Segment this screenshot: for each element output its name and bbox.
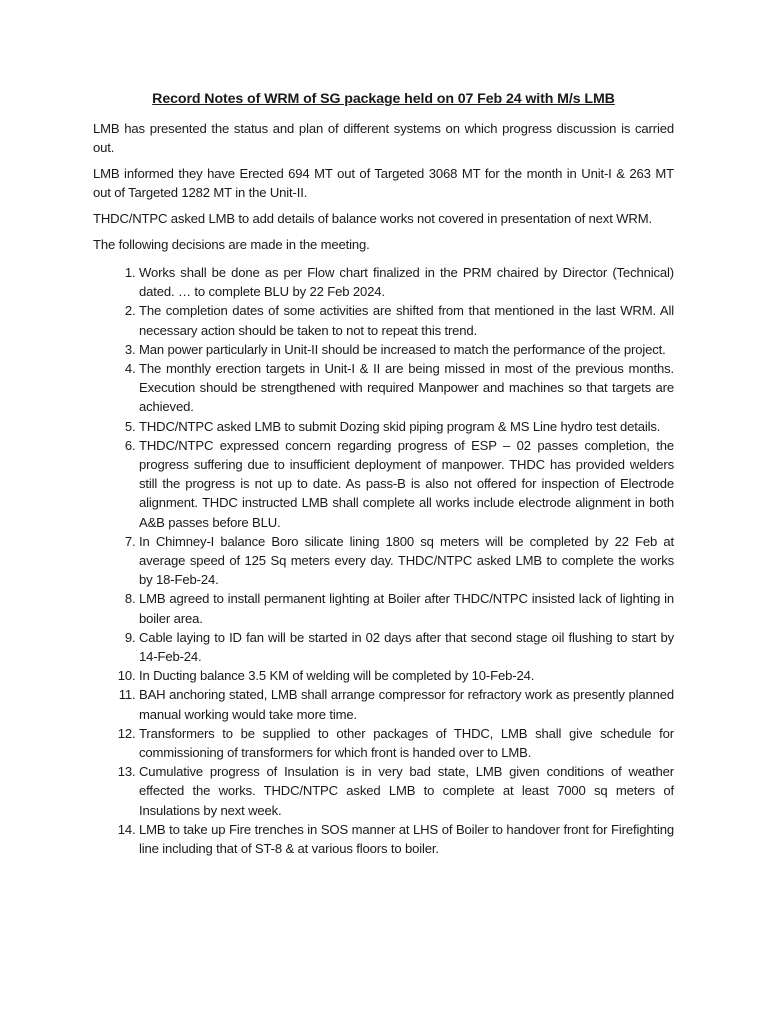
decision-item: 11. BAH anchoring stated, LMB shall arrange compressor for refractory work as presently planned manual working would take more time.: [139, 685, 674, 723]
decision-item: 2. The completion dates of some activities are shifted from that mentioned in the last WRM. All necessary action should be taken to not to repeat this trend.: [139, 301, 674, 339]
decision-item: 8. LMB agreed to install permanent lighting at Boiler after THDC/NTPC insisted lack of lighting in boiler area.: [139, 589, 674, 627]
decision-item: 7. In Chimney-I balance Boro silicate lining 1800 sq meters will be completed by 22 Feb at average speed of 125 Sq meters every day. THDC/NTPC asked LMB to complete the works by 18-Feb-24.: [139, 532, 674, 590]
erection-status-paragraph: LMB informed they have Erected 694 MT out of Targeted 3068 MT for the month in Unit-I & 263 MT out of Targeted 1282 MT in the Unit-II.: [93, 166, 674, 200]
decision-item: 5. THDC/NTPC asked LMB to submit Dozing skid piping program & MS Line hydro test details.: [139, 417, 674, 436]
document-page: [93, 88, 674, 858]
balance-works-paragraph: THDC/NTPC asked LMB to add details of balance works not covered in presentation of next WRM.: [93, 211, 652, 226]
decisions-list: [93, 263, 674, 858]
decision-item: 1. Works shall be done as per Flow chart finalized in the PRM chaired by Director (Technical) dated. … to complete BLU by 22 Feb 2024.: [139, 263, 674, 301]
document-title: Record Notes of WRM of SG package held on 07 Feb 24 with M/s LMB: [152, 91, 615, 107]
decision-item: 13. Cumulative progress of Insulation is in very bad state, LMB given conditions of weather effected the works. THDC/NTPC asked LMB to complete at least 7000 sq meters of Insulations by next week.: [139, 762, 674, 820]
decision-item: 9. Cable laying to ID fan will be started in 02 days after that second stage oil flushing to start by 14-Feb-24.: [139, 628, 674, 666]
decision-item: 12. Transformers to be supplied to other packages of THDC, LMB shall give schedule for commissioning of transformers for which front is handed over to LMB.: [139, 724, 674, 762]
decision-item: 6. THDC/NTPC expressed concern regarding progress of ESP – 02 passes completion, the progress suffering due to insufficient deployment of manpower. THDC has provided welders still the progress is not up to date. As pass-B is also not offered for inspection of Electrode alignment. THDC instructed LMB shall complete all works include electrode alignment in both A&B passes before BLU.: [139, 436, 674, 532]
decision-item: 10. In Ducting balance 3.5 KM of welding will be completed by 10-Feb-24.: [139, 666, 674, 685]
decision-item: 3. Man power particularly in Unit-II should be increased to match the performance of the project.: [139, 340, 674, 359]
intro-paragraph: LMB has presented the status and plan of different systems on which progress discussion is carried out.: [93, 121, 674, 155]
decisions-intro-paragraph: The following decisions are made in the meeting.: [93, 237, 370, 252]
decision-item: 14. LMB to take up Fire trenches in SOS manner at LHS of Boiler to handover front for Firefighting line including that of ST-8 & at various floors to boiler.: [139, 820, 674, 858]
decision-item: 4. The monthly erection targets in Unit-I & II are being missed in most of the previous months. Execution should be strengthened with required Manpower and machines so that targets are achieved.: [139, 359, 674, 417]
